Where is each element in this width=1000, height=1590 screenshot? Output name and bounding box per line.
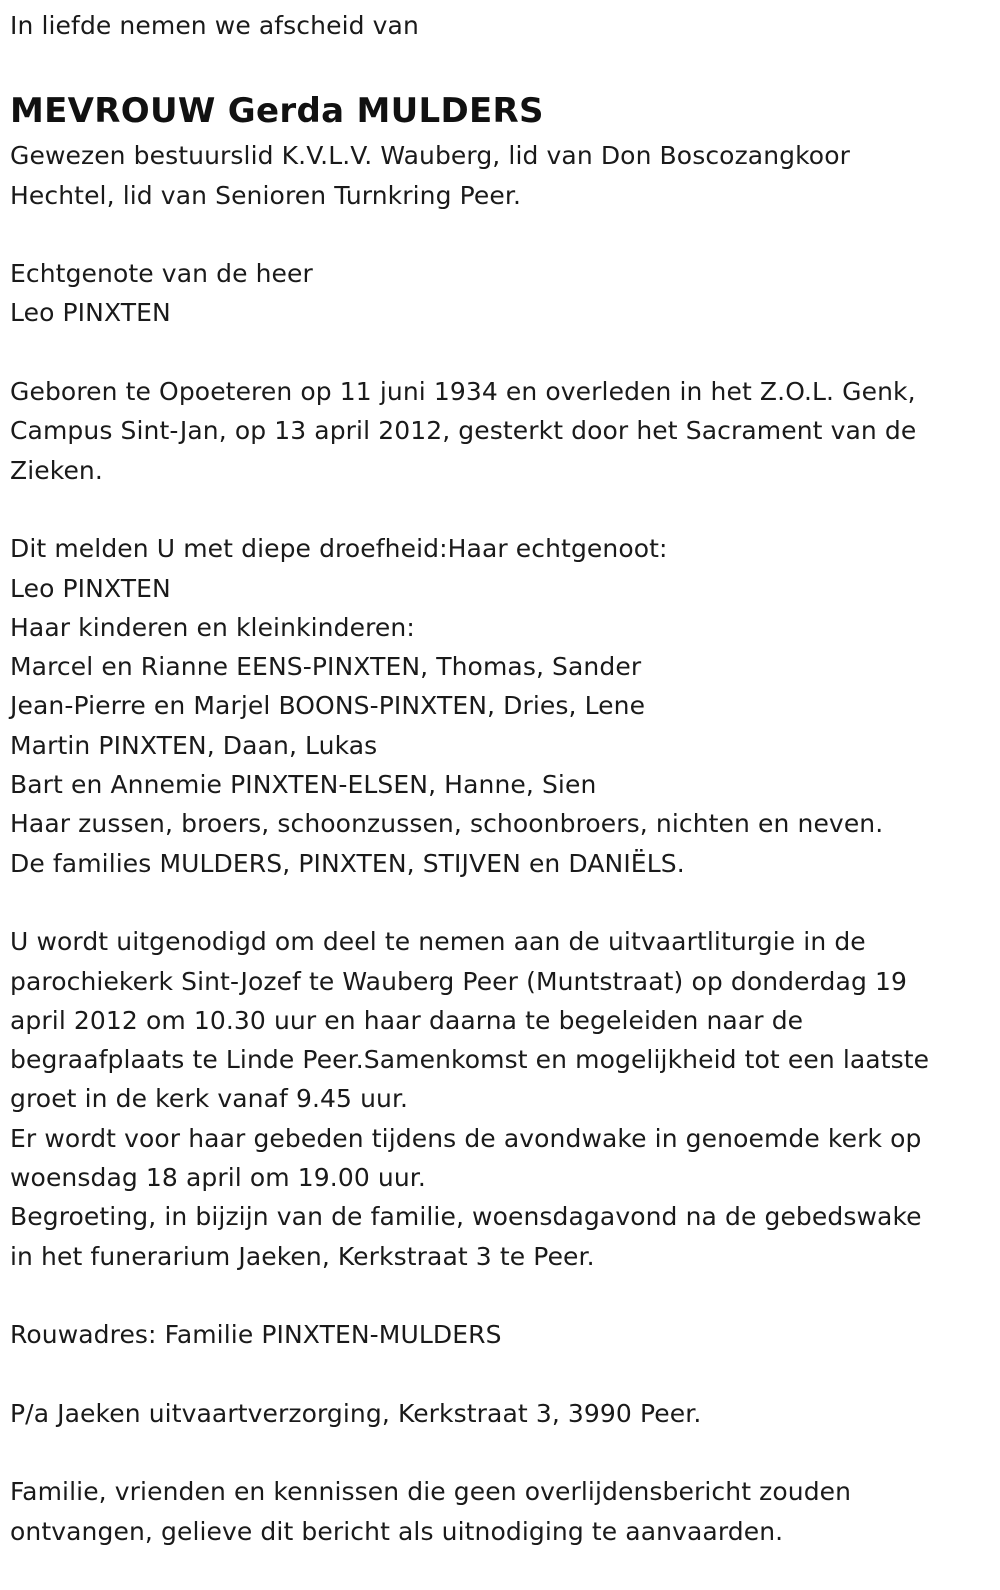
functions-line: Gewezen bestuurslid K.V.L.V. Wauberg, lid van Don Boscozangkoor [10, 141, 850, 171]
spacer [10, 215, 995, 254]
family-line: Haar kinderen en kleinkinderen: [10, 612, 415, 642]
closing-line: ontvangen, gelieve dit bericht als uitnodiging te aanvaarden. [10, 1516, 784, 1546]
family-line: Dit melden U met diepe droefheid:Haar echtgenoot: [10, 534, 668, 564]
ceremony-line: Begroeting, in bijzijn van de familie, woensdagavond na de gebedswake [10, 1202, 922, 1232]
spouse-line: Echtgenote van de heer [10, 259, 313, 289]
birth-death-line: Campus Sint-Jan, op 13 april 2012, gesterkt door het Sacrament van de [10, 416, 917, 446]
birth-death-line: Geboren te Opoeteren op 11 juni 1934 en overleden in het Z.O.L. Genk, [10, 377, 916, 407]
ceremony-line: woensdag 18 april om 19.00 uur. [10, 1163, 426, 1193]
spacer [10, 45, 995, 86]
intro-text: In liefde nemen we afscheid van [10, 11, 419, 40]
ceremony-line: april 2012 om 10.30 uur en haar daarna te begeleiden naar de [10, 1005, 804, 1035]
ceremony-line: groet in de kerk vanaf 9.45 uur. [10, 1084, 409, 1114]
ceremony-line: parochiekerk Sint-Jozef te Wauberg Peer (Muntstraat) op donderdag 19 [10, 966, 907, 996]
obituary-notice [10, 6, 995, 1551]
family-line: De families MULDERS, PINXTEN, STIJVEN en DANIËLS. [10, 848, 685, 878]
ceremony-line: begraafplaats te Linde Peer.Samenkomst en mogelijkheid tot een laatste [10, 1045, 930, 1075]
spouse-line: Leo PINXTEN [10, 298, 171, 328]
spacer [10, 1433, 995, 1472]
family-line: Martin PINXTEN, Daan, Lukas [10, 730, 378, 760]
family-line: Bart en Annemie PINXTEN-ELSEN, Hanne, Sien [10, 770, 597, 800]
ceremony-line: U wordt uitgenodigd om deel te nemen aan de uitvaartliturgie in de [10, 927, 866, 957]
spacer [10, 883, 995, 922]
spacer [10, 490, 995, 529]
birth-death-line: Zieken. [10, 455, 103, 485]
spacer [10, 1355, 995, 1394]
ceremony-line: Er wordt voor haar gebeden tijdens de avondwake in genoemde kerk op [10, 1123, 922, 1153]
family-line: Jean-Pierre en Marjel BOONS-PINXTEN, Dries, Lene [10, 691, 646, 721]
family-line: Marcel en Rianne EENS-PINXTEN, Thomas, Sander [10, 652, 642, 682]
mourning-address: Rouwadres: Familie PINXTEN-MULDERS [10, 1320, 502, 1350]
spacer [10, 333, 995, 372]
deceased-name-title: MEVROUW Gerda MULDERS [10, 91, 544, 132]
family-line: Leo PINXTEN [10, 573, 171, 603]
spacer [10, 1276, 995, 1315]
funeral-home-address: P/a Jaeken uitvaartverzorging, Kerkstraat 3, 3990 Peer. [10, 1398, 702, 1428]
functions-line: Hechtel, lid van Senioren Turnkring Peer. [10, 180, 521, 210]
ceremony-line: in het funerarium Jaeken, Kerkstraat 3 te Peer. [10, 1241, 595, 1271]
closing-line: Familie, vrienden en kennissen die geen overlijdensbericht zouden [10, 1477, 852, 1507]
family-line: Haar zussen, broers, schoonzussen, schoonbroers, nichten en neven. [10, 809, 884, 839]
